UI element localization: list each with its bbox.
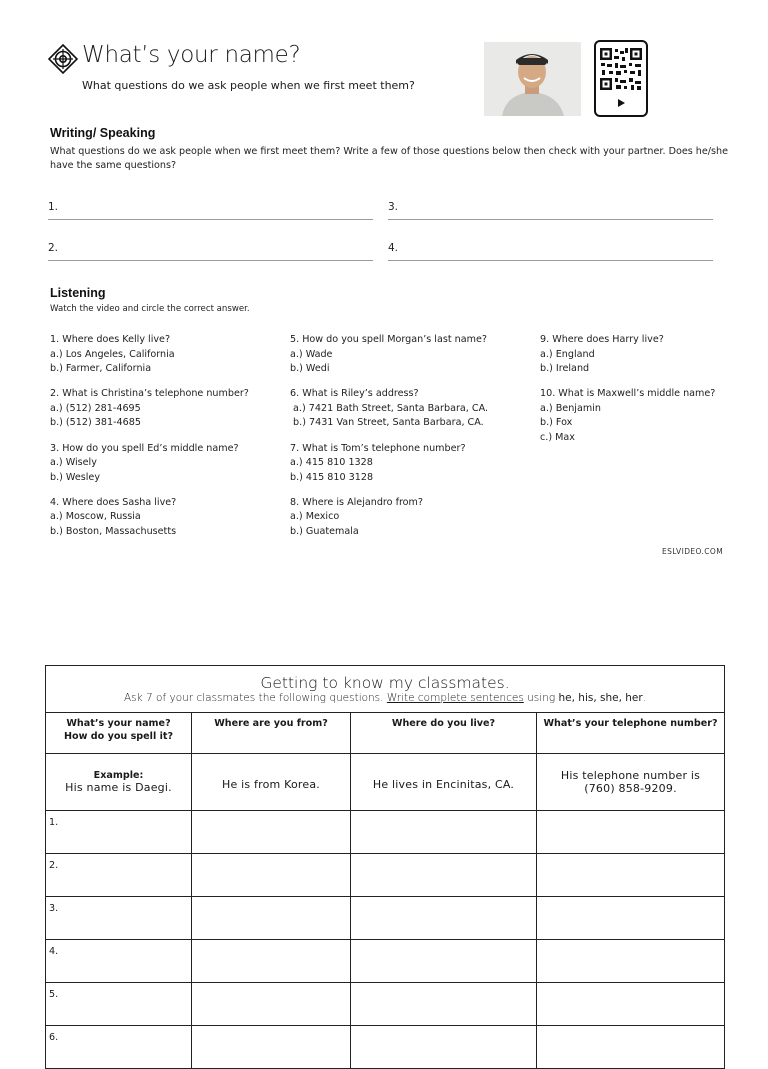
answer-line-2[interactable]: 2. <box>48 236 373 261</box>
teacher-photo <box>484 42 581 116</box>
page-subtitle: What questions do we ask people when we first meet them? <box>82 79 415 92</box>
answer-cell[interactable] <box>192 897 351 940</box>
answer-line-3[interactable]: 3. <box>388 195 713 220</box>
column-header-from: Where are you from? <box>192 713 351 754</box>
listening-instructions: Watch the video and circle the correct answer. <box>50 304 250 314</box>
column-header-phone: What’s your telephone number? <box>537 713 725 754</box>
question-7: 7. What is Tom’s telephone number? a.) 415 810 1328 b.) 415 810 3128 <box>290 442 488 486</box>
row-number: 6. <box>46 1026 192 1069</box>
answer-cell[interactable] <box>537 854 725 897</box>
table-instructions: Ask 7 of your classmates the following questions. Write complete sentences using he, his, she, her. <box>123 692 647 704</box>
question-6: 6. What is Riley’s address? a.) 7421 Bath Street, Santa Barbara, CA. b.) 7431 Van Street, Santa Barbara, CA. <box>290 387 488 431</box>
question-8: 8. Where is Alejandro from? a.) Mexico b.) Guatemala <box>290 496 488 540</box>
option[interactable]: a.) (512) 281-4695 <box>50 402 141 414</box>
page-title: What’s your name? <box>82 42 301 68</box>
option[interactable]: a.) England <box>540 348 595 360</box>
answer-cell[interactable] <box>537 983 725 1026</box>
answer-cell[interactable] <box>192 940 351 983</box>
example-row <box>46 754 725 811</box>
question-1: 1. Where does Kelly live? a.) Los Angeles, California b.) Farmer, California <box>50 333 249 377</box>
row-number: 1. <box>46 811 192 854</box>
answer-cell[interactable] <box>351 854 537 897</box>
option[interactable]: b.) Guatemala <box>290 526 359 538</box>
option[interactable]: b.) (512) 381-4685 <box>50 417 141 429</box>
question-10: 10. What is Maxwell’s middle name? a.) Benjamin b.) Fox c.) Max <box>540 387 715 445</box>
answer-cell[interactable] <box>351 1026 537 1069</box>
option[interactable]: a.) Wisely <box>50 457 97 469</box>
option[interactable]: b.) Wesley <box>50 471 101 483</box>
answer-cell[interactable] <box>537 940 725 983</box>
option[interactable]: a.) Mexico <box>290 511 340 523</box>
example-answer: His name is Daegi. <box>65 781 172 794</box>
question-column-3 <box>540 333 715 456</box>
question-column-2 <box>290 333 488 550</box>
example-cell <box>46 754 192 811</box>
answer-cell[interactable] <box>351 940 537 983</box>
target-logo-icon <box>48 44 78 74</box>
listening-heading: Listening <box>50 286 106 300</box>
column-header-live: Where do you live? <box>351 713 537 754</box>
example-answer: He is from Korea. <box>222 777 320 791</box>
example-label: Example: <box>93 770 144 781</box>
answer-cell[interactable] <box>537 897 725 940</box>
table-row <box>46 897 725 940</box>
option[interactable]: a.) 7421 Bath Street, Santa Barbara, CA. <box>290 402 489 414</box>
row-number: 5. <box>46 983 192 1026</box>
table-row <box>46 1026 725 1069</box>
answer-line-4[interactable]: 4. <box>388 236 713 261</box>
column-header-name: What’s your name? How do you spell it? <box>46 713 192 754</box>
answer-cell[interactable] <box>351 897 537 940</box>
answer-cell[interactable] <box>537 1026 725 1069</box>
option[interactable]: a.) 415 810 1328 <box>290 457 373 469</box>
option[interactable]: a.) Los Angeles, California <box>50 348 175 360</box>
question-column-1 <box>50 333 249 550</box>
option[interactable]: b.) Farmer, California <box>50 363 152 375</box>
option[interactable]: a.) Wade <box>290 348 333 360</box>
answer-cell[interactable] <box>192 983 351 1026</box>
question-3: 3. How do you spell Ed’s middle name? a.) Wisely b.) Wesley <box>50 442 249 486</box>
option[interactable]: b.) 415 810 3128 <box>290 471 374 483</box>
table-row <box>46 811 725 854</box>
qr-code-icon[interactable] <box>594 40 648 117</box>
answer-line-1[interactable]: 1. <box>48 195 373 220</box>
answer-cell[interactable] <box>537 811 725 854</box>
classmates-table <box>45 665 725 1069</box>
option[interactable]: a.) Moscow, Russia <box>50 511 141 523</box>
site-credit: ESLVIDEO.COM <box>662 547 724 556</box>
answer-cell[interactable] <box>192 1026 351 1069</box>
row-number: 4. <box>46 940 192 983</box>
answer-cell[interactable] <box>351 811 537 854</box>
writing-instructions: What questions do we ask people when we first meet them? Write a few of those questions below then check with your partner. Does he/she have the same questions? <box>50 146 728 171</box>
table-row <box>46 854 725 897</box>
writing-heading: Writing/ Speaking <box>50 126 156 140</box>
question-9: 9. Where does Harry live? a.) England b.) Ireland <box>540 333 715 377</box>
table-title-cell <box>46 666 725 713</box>
option[interactable]: b.) 7431 Van Street, Santa Barbara, CA. <box>290 417 484 429</box>
row-number: 3. <box>46 897 192 940</box>
option[interactable]: b.) Fox <box>540 417 573 429</box>
answer-cell[interactable] <box>192 854 351 897</box>
table-title: Getting to know my classmates. <box>260 674 510 692</box>
table-row <box>46 983 725 1026</box>
table-row <box>46 940 725 983</box>
option[interactable]: b.) Boston, Massachusetts <box>50 526 177 538</box>
option[interactable]: b.) Wedi <box>290 363 330 375</box>
answer-cell[interactable] <box>192 811 351 854</box>
option[interactable]: c.) Max <box>540 432 575 444</box>
question-2: 2. What is Christina’s telephone number? a.) (512) 281-4695 b.) (512) 381-4685 <box>50 387 249 431</box>
row-number: 2. <box>46 854 192 897</box>
option[interactable]: a.) Benjamin <box>540 402 601 414</box>
answer-cell[interactable] <box>351 983 537 1026</box>
example-answer: He lives in Encinitas, CA. <box>372 777 515 791</box>
option[interactable]: b.) Ireland <box>540 363 590 375</box>
question-5: 5. How do you spell Morgan’s last name? a.) Wade b.) Wedi <box>290 333 488 377</box>
example-answer: His telephone number is (760) 858-9209. <box>560 769 701 795</box>
question-4: 4. Where does Sasha live? a.) Moscow, Russia b.) Boston, Massachusetts <box>50 496 249 540</box>
